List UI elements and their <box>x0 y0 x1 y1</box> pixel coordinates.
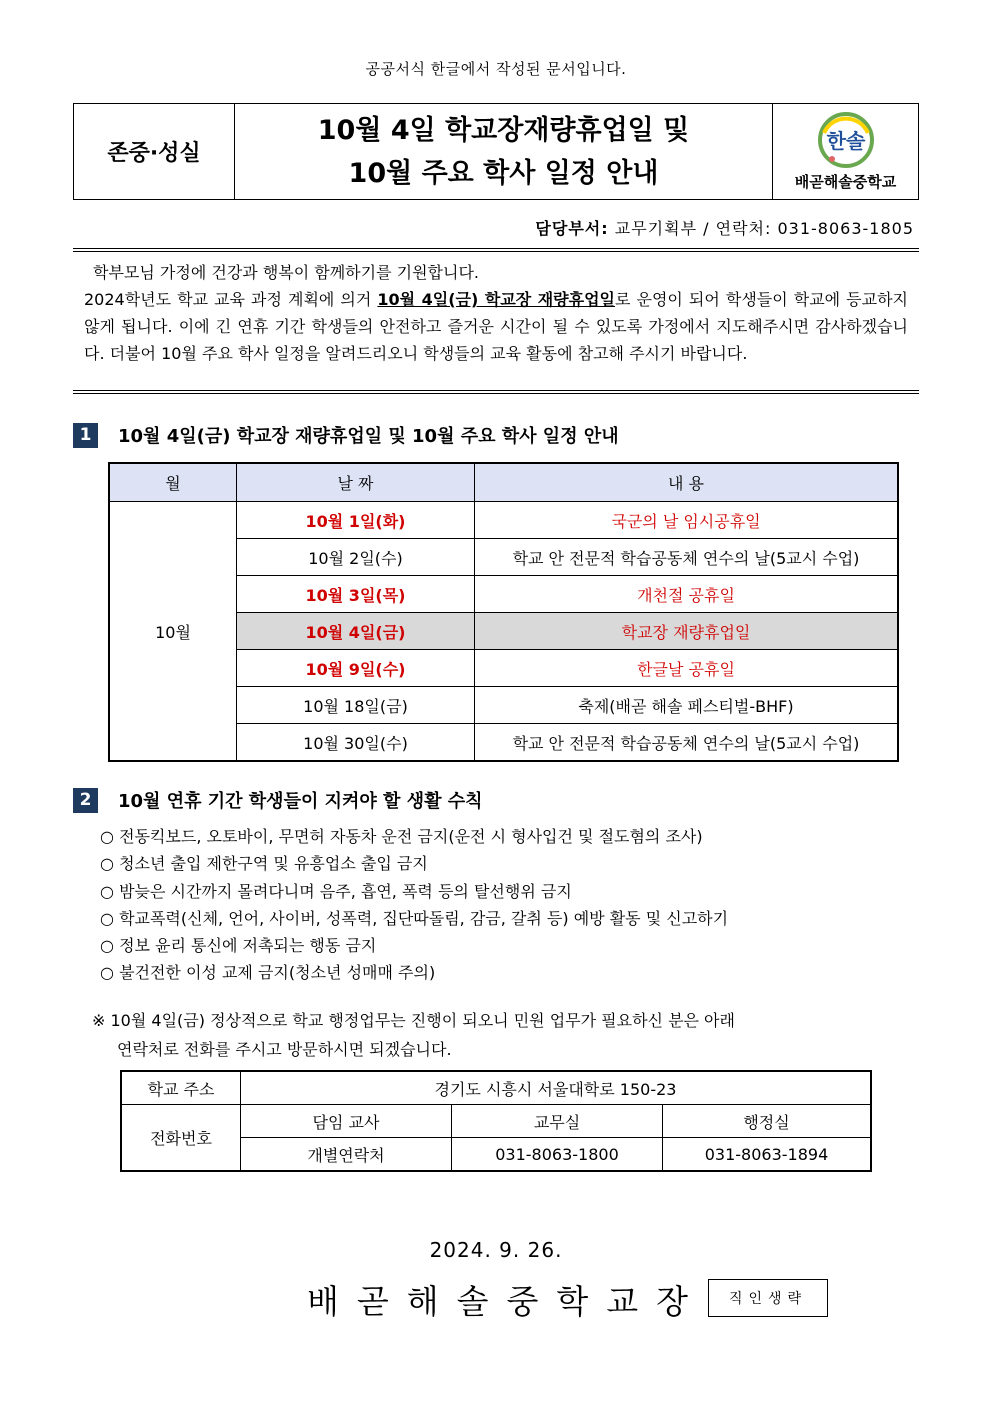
phone-teacher: 개별연락처 <box>241 1138 452 1172</box>
schedule-content: 국군의 날 임시공휴일 <box>475 502 899 539</box>
school-name: 배곧해솔중학교 <box>794 173 897 191</box>
contact-table <box>120 1070 872 1172</box>
list-item: ○ 밤늦은 시간까지 몰려다니며 음주, 흡연, 폭력 등의 탈선행위 금지 <box>100 881 572 901</box>
schedule-header-date: 날 짜 <box>237 463 475 502</box>
phone-label: 전화번호 <box>121 1105 241 1172</box>
list-item: ○ 불건전한 이성 교제 금지(청소년 성매매 주의) <box>100 963 436 983</box>
schedule-date: 10월 1일(화) <box>237 502 475 539</box>
dept-value: 교무기획부 <box>614 219 698 238</box>
header-box <box>73 103 919 200</box>
intro-greeting: 학부모님 가정에 건강과 행복이 함께하기를 기원합니다. <box>93 263 480 282</box>
schedule-date: 10월 2일(수) <box>237 539 475 576</box>
document-date: 2024. 9. 26. <box>429 1238 563 1262</box>
list-item: ○ 청소년 출입 제한구역 및 유흥업소 출입 금지 <box>100 854 428 874</box>
table-row <box>109 502 898 539</box>
seal-omitted-box: 직인생략 <box>708 1279 828 1317</box>
schedule-content: 한글날 공휴일 <box>475 650 899 687</box>
schedule-month-cell: 10월 <box>109 502 237 762</box>
list-item: ○ 전동킥보드, 오토바이, 무면허 자동차 운전 금지(운전 시 형사입건 및 절도혐의 조사) <box>100 827 703 846</box>
title-line-1: 10월 4일 학교장재량휴업일 및 <box>317 114 690 146</box>
phone-col-admin: 행정실 <box>663 1105 872 1138</box>
phone-col-teacher: 담임 교사 <box>241 1105 452 1138</box>
notice-text: 공공서식 한글에서 작성된 문서입니다. <box>365 60 627 78</box>
section-1-number: 1 <box>73 423 98 448</box>
schedule-header-month: 월 <box>109 463 237 502</box>
schedule-content: 학교장 재량휴업일 <box>475 613 899 650</box>
principal-signature: 배곧해솔중학교장 <box>307 1282 707 1321</box>
section-1-heading <box>73 422 619 448</box>
page-title <box>235 104 773 199</box>
schedule-date: 10월 18일(금) <box>237 687 475 724</box>
intro-highlight: 10월 4일(금) 학교장 재량휴업일 <box>377 290 616 309</box>
schedule-content: 학교 안 전문적 학습공동체 연수의 날(5교시 수업) <box>475 539 899 576</box>
divider-top <box>73 248 919 252</box>
schedule-date: 10월 9일(수) <box>237 650 475 687</box>
rules-list <box>100 823 728 987</box>
phone-office: 031-8063-1800 <box>452 1138 663 1172</box>
dept-label: 담당부서: <box>535 219 609 238</box>
list-item: ○ 정보 윤리 통신에 저촉되는 행동 금지 <box>100 936 377 956</box>
title-line-2: 10월 주요 학사 일정 안내 <box>348 157 659 189</box>
schedule-content: 학교 안 전문적 학습공동체 연수의 날(5교시 수업) <box>475 724 899 762</box>
schedule-content: 축제(배곧 해솔 페스티벌-BHF) <box>475 687 899 724</box>
school-emblem-icon <box>814 111 878 169</box>
section-2-title: 10월 연휴 기간 학생들이 지켜야 할 생활 수칙 <box>118 791 483 812</box>
department-line: 담당부서: 교무기획부 / 연락처: 031-8063-1805 <box>535 219 914 238</box>
section-1-title: 10월 4일(금) 학교장 재량휴업일 및 10월 주요 학사 일정 안내 <box>118 426 619 447</box>
school-logo <box>773 104 918 199</box>
schedule-content: 개천절 공휴일 <box>475 576 899 613</box>
schedule-date: 10월 3일(목) <box>237 576 475 613</box>
schedule-header-content: 내 용 <box>475 463 899 502</box>
contact-label: 연락처: <box>715 219 772 238</box>
section-2-heading <box>73 787 483 813</box>
note-mark: ※ <box>92 1011 106 1030</box>
admin-note: ※ 10월 4일(금) 정상적으로 학교 행정업무는 진행이 되오니 민원 업무가 필요하신 분은 아래 연락처로 전화를 주시고 방문하시면 되겠습니다. <box>92 1011 735 1059</box>
address-value: 경기도 시흥시 서울대학로 150-23 <box>241 1071 872 1105</box>
address-label: 학교 주소 <box>121 1071 241 1105</box>
schedule-date: 10월 30일(수) <box>237 724 475 762</box>
phone-col-office: 교무실 <box>452 1105 663 1138</box>
intro-paragraph: 2024학년도 학교 교육 과정 계획에 의거 10월 4일(금) 학교장 재량휴업일로 운영이 되어 학생들이 학교에 등교하지 않게 됩니다. 이에 긴 연휴 기간 학생들의 안전하고 즐거운 시간이 될 수 있도록 가정에서 지도해주시면 감사하겠습니다. 더불어 10월 주요 학사 일정을 알려드리오니 학생들의 교육 활동에 참고해 주시기 바랍니다. <box>84 290 908 363</box>
contact-value: 031-8063-1805 <box>777 219 914 238</box>
schedule-table <box>108 462 899 762</box>
list-item: ○ 학교폭력(신체, 언어, 사이버, 성폭력, 집단따돌림, 감금, 갈취 등) 예방 활동 및 신고하기 <box>100 908 729 928</box>
schedule-date: 10월 4일(금) <box>237 613 475 650</box>
phone-admin: 031-8063-1894 <box>663 1138 872 1172</box>
section-2-number: 2 <box>73 788 98 813</box>
divider-bottom <box>73 390 919 394</box>
school-motto: 존중·성실 <box>74 104 235 199</box>
intro-text <box>84 259 908 367</box>
svg-text:한솔: 한솔 <box>826 129 865 153</box>
